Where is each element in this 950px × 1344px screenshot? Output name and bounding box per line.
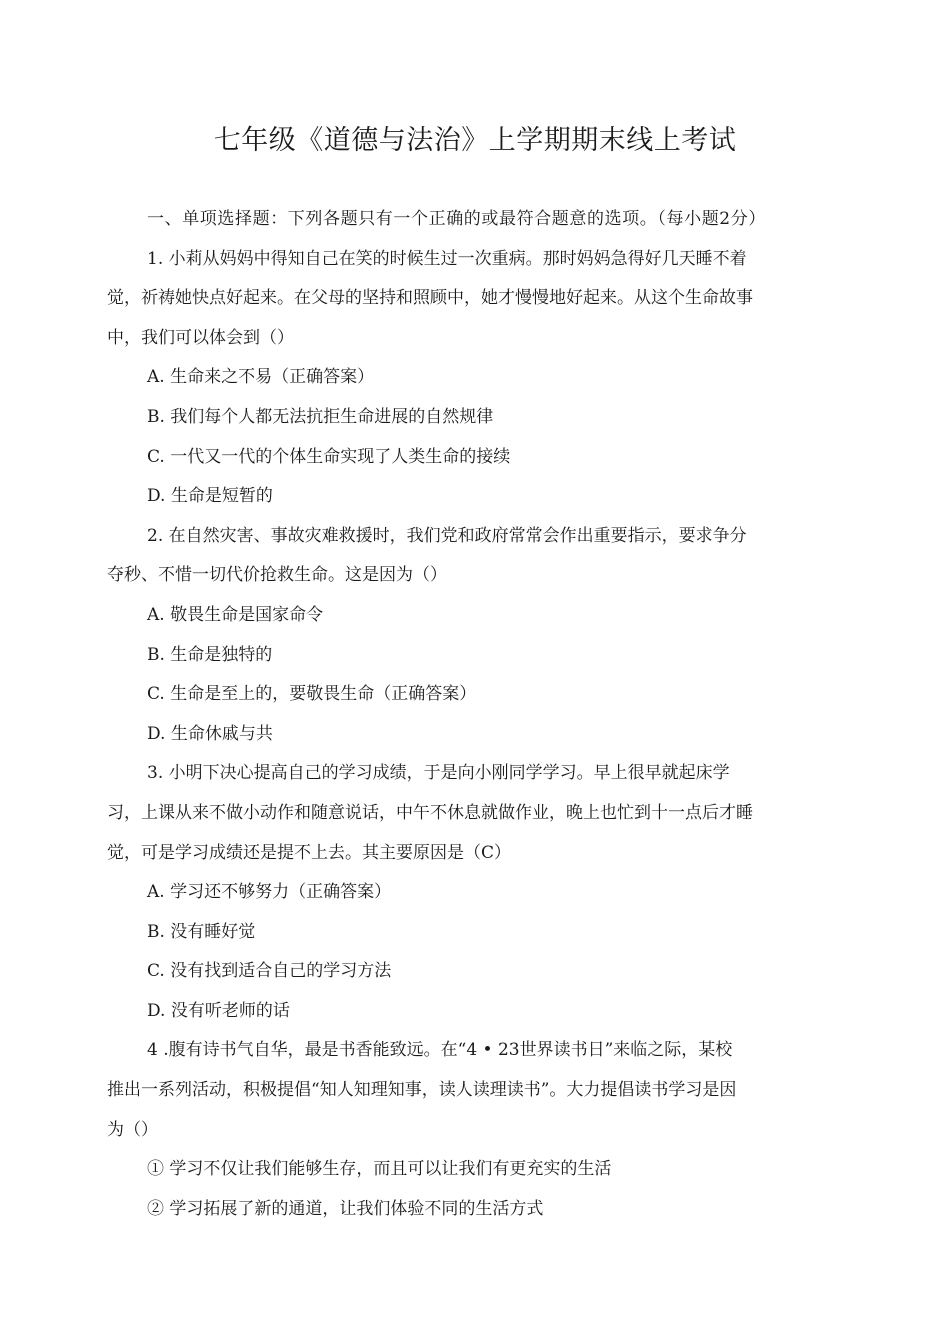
question-stem-line: 3. 小明下决心提高自己的学习成绩，于是向小刚同学学习。早上很早就起床学 [147, 763, 730, 784]
question-2 [107, 517, 847, 755]
option-c: C. 没有找到适合自己的学习方法 [147, 961, 392, 982]
document-title: 七年级《道德与法治》上学期期末线上考试 [213, 125, 737, 156]
option-b: B. 我们每个人都无法抗拒生命进展的自然规律 [147, 406, 494, 427]
option-c: C. 生命是至上的，要敬畏生命（正确答案） [147, 684, 477, 705]
question-stem-line: 觉，祈祷她快点好起来。在父母的坚持和照顾中，她才慢慢地好起来。从这个生命故事 [107, 288, 753, 309]
question-stem-line: 中，我们可以体会到（） [107, 327, 294, 348]
question-stem-line: 夺秒、不惜一切代价抢救生命。这是因为（） [107, 565, 447, 586]
question-stem-line: 推出一系列活动，积极提倡“知人知理知事，读人读理读书”。大力提倡读书学习是因 [107, 1080, 737, 1101]
option-d: D. 没有听老师的话 [147, 1000, 290, 1021]
question-stem-line: 2. 在自然灾害、事故灾难救援时，我们党和政府常常会作出重要指示，要求争分 [147, 525, 747, 546]
question-stem-line: 觉，可是学习成绩还是提不上去。其主要原因是（C） [107, 842, 512, 863]
option-c: C. 一代又一代的个体生命实现了人类生命的接续 [147, 446, 511, 467]
question-stem-line: 4 .腹有诗书气自华，最是书香能致远。在“4 • 23世界读书日”来临之际，某校 [147, 1040, 733, 1061]
option-d: D. 生命是短暂的 [147, 486, 273, 507]
option-b: B. 生命是独特的 [147, 644, 273, 665]
option-a: A. 敬畏生命是国家命令 [147, 604, 324, 625]
option-2: ② 学习拓展了新的通道，让我们体验不同的生活方式 [147, 1198, 544, 1219]
option-d: D. 生命休戚与共 [147, 723, 273, 744]
question-stem-line: 习，上课从来不做小动作和随意说话，中午不休息就做作业，晚上也忙到十一点后才睡 [107, 802, 753, 823]
option-a: A. 学习还不够努力（正确答案） [147, 882, 392, 903]
option-a: A. 生命来之不易（正确答案） [147, 367, 375, 388]
question-stem-line: 1. 小莉从妈妈中得知自己在笑的时候生过一次重病。那时妈妈急得好几天睡不着 [147, 248, 747, 269]
section-heading: 一、单项选择题：下列各题只有一个正确的或最符合题意的选项。（每小题2分） [147, 209, 766, 229]
document-body [107, 200, 847, 1229]
option-1: ① 学习不仅让我们能够生存，而且可以让我们有更充实的生活 [147, 1159, 612, 1180]
question-3 [107, 754, 847, 1031]
question-stem-line: 为（） [107, 1119, 158, 1140]
question-1 [107, 240, 847, 517]
question-4 [107, 1031, 847, 1229]
option-b: B. 没有睡好觉 [147, 921, 256, 942]
